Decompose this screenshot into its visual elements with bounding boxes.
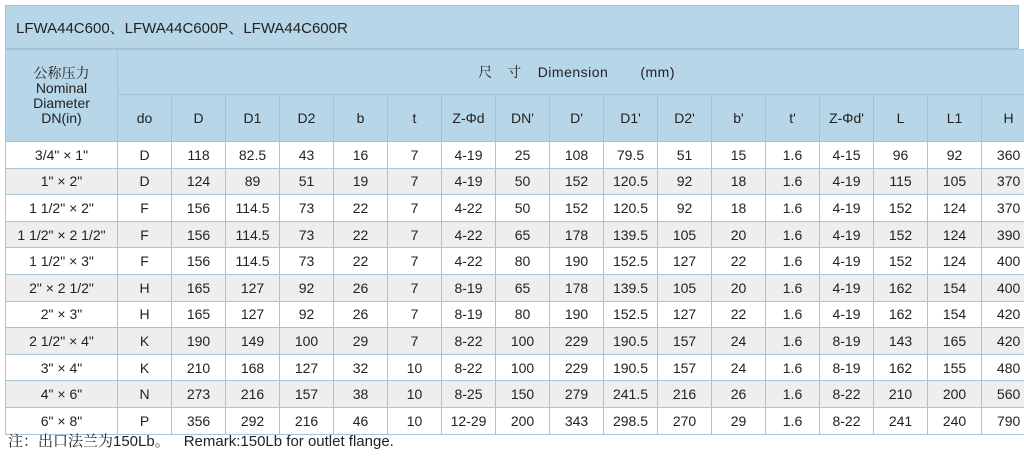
table-cell: 19 (334, 168, 388, 195)
table-cell: 1.6 (766, 274, 820, 301)
nominal-diameter-cell: 1 1/2" × 2" (6, 195, 118, 222)
table-cell: 114.5 (226, 248, 280, 275)
table-cell: 105 (928, 168, 982, 195)
nominal-diameter-cell: 1 1/2" × 3" (6, 248, 118, 275)
table-cell: 127 (226, 274, 280, 301)
table-cell: 152 (874, 195, 928, 222)
table-cell: 156 (172, 221, 226, 248)
table-cell: 790 (982, 407, 1024, 434)
table-cell: 143 (874, 328, 928, 355)
table-cell: 73 (280, 248, 334, 275)
column-header: DN' (496, 95, 550, 142)
table-cell: 7 (388, 168, 442, 195)
table-cell: 210 (874, 381, 928, 408)
table-cell: 356 (172, 407, 226, 434)
table-cell: 18 (712, 168, 766, 195)
table-cell: D (118, 168, 172, 195)
table-cell: 4-22 (442, 248, 496, 275)
table-cell: 96 (874, 142, 928, 169)
table-cell: 127 (658, 248, 712, 275)
nominal-diameter-cell: 2 1/2" × 4" (6, 328, 118, 355)
table-cell: 18 (712, 195, 766, 222)
table-cell: 124 (928, 248, 982, 275)
table-cell: 22 (334, 195, 388, 222)
table-cell: 92 (280, 301, 334, 328)
table-cell: F (118, 248, 172, 275)
table-cell: 156 (172, 195, 226, 222)
table-cell: 127 (658, 301, 712, 328)
table-cell: 22 (712, 248, 766, 275)
table-row (6, 274, 1024, 301)
column-header: Z-Φd' (820, 95, 874, 142)
table-cell: 152 (874, 248, 928, 275)
table-cell: 4-19 (820, 248, 874, 275)
table-row (6, 168, 1024, 195)
table-row (6, 142, 1024, 169)
table-cell: 216 (658, 381, 712, 408)
nominal-diameter-cell: 3" × 4" (6, 354, 118, 381)
dimension-table (5, 49, 1024, 435)
table-cell: 22 (334, 248, 388, 275)
table-cell: 118 (172, 142, 226, 169)
table-cell: 10 (388, 381, 442, 408)
table-cell: 480 (982, 354, 1024, 381)
table-cell: 1.6 (766, 407, 820, 434)
table-cell: 560 (982, 381, 1024, 408)
table-cell: 8-19 (442, 274, 496, 301)
table-cell: 178 (550, 221, 604, 248)
table-cell: H (118, 274, 172, 301)
table-cell: 152 (550, 168, 604, 195)
column-header: b (334, 95, 388, 142)
table-cell: 168 (226, 354, 280, 381)
table-cell: 38 (334, 381, 388, 408)
table-cell: 400 (982, 274, 1024, 301)
table-cell: 4-19 (820, 274, 874, 301)
table-cell: 80 (496, 248, 550, 275)
table-cell: 8-22 (442, 328, 496, 355)
table-cell: 162 (874, 354, 928, 381)
table-cell: 200 (496, 407, 550, 434)
nominal-diameter-cell: 2" × 2 1/2" (6, 274, 118, 301)
table-cell: 114.5 (226, 221, 280, 248)
column-header: H (982, 95, 1024, 142)
table-cell: 73 (280, 221, 334, 248)
table-cell: 298.5 (604, 407, 658, 434)
table-cell: 139.5 (604, 221, 658, 248)
table-cell: 8-22 (820, 381, 874, 408)
table-cell: 1.6 (766, 168, 820, 195)
table-cell: 1.6 (766, 381, 820, 408)
table-cell: 190.5 (604, 328, 658, 355)
table-cell: 240 (928, 407, 982, 434)
table-cell: 50 (496, 195, 550, 222)
table-body (6, 142, 1024, 435)
table-row (6, 195, 1024, 222)
table-cell: 100 (280, 328, 334, 355)
table-cell: 149 (226, 328, 280, 355)
table-title: LFWA44C600、LFWA44C600P、LFWA44C600R (5, 5, 1019, 49)
table-cell: 152 (550, 195, 604, 222)
table-cell: 26 (334, 301, 388, 328)
dimension-en-label: Dimension (537, 64, 609, 80)
table-cell: 1.6 (766, 328, 820, 355)
table-cell: 216 (280, 407, 334, 434)
table-cell: N (118, 381, 172, 408)
nominal-cn-label: 公称压力 (33, 64, 90, 81)
table-cell: 32 (334, 354, 388, 381)
table-cell: 100 (496, 354, 550, 381)
column-header: L (874, 95, 928, 142)
table-cell: 10 (388, 354, 442, 381)
table-cell: 73 (280, 195, 334, 222)
table-cell: 7 (388, 328, 442, 355)
table-cell: 24 (712, 354, 766, 381)
table-cell: 139.5 (604, 274, 658, 301)
nominal-diameter-cell: 3/4" × 1" (6, 142, 118, 169)
table-cell: 46 (334, 407, 388, 434)
table-cell: 108 (550, 142, 604, 169)
table-cell: 190.5 (604, 354, 658, 381)
table-cell: 127 (280, 354, 334, 381)
table-cell: 8-19 (442, 301, 496, 328)
table-cell: 92 (658, 168, 712, 195)
table-cell: 1.6 (766, 142, 820, 169)
table-cell: 4-19 (820, 168, 874, 195)
table-cell: 89 (226, 168, 280, 195)
table-cell: 7 (388, 274, 442, 301)
table-cell: 4-19 (442, 142, 496, 169)
table-cell: 8-19 (820, 328, 874, 355)
table-cell: 29 (712, 407, 766, 434)
table-cell: 156 (172, 248, 226, 275)
table-row (6, 381, 1024, 408)
column-header: D1' (604, 95, 658, 142)
table-cell: 165 (172, 301, 226, 328)
table-row (6, 248, 1024, 275)
table-cell: 22 (712, 301, 766, 328)
table-cell: 157 (658, 328, 712, 355)
table-cell: 92 (280, 274, 334, 301)
table-cell: 100 (496, 328, 550, 355)
table-cell: 82.5 (226, 142, 280, 169)
table-cell: 4-15 (820, 142, 874, 169)
table-cell: 15 (712, 142, 766, 169)
table-cell: 4-22 (442, 195, 496, 222)
column-header: D2' (658, 95, 712, 142)
table-cell: 154 (928, 274, 982, 301)
table-cell: 79.5 (604, 142, 658, 169)
dimension-header (118, 50, 1024, 95)
dimension-unit-label: (mm) (640, 64, 675, 80)
table-cell: 270 (658, 407, 712, 434)
table-row (6, 328, 1024, 355)
column-header: D (172, 95, 226, 142)
table-cell: 241 (874, 407, 928, 434)
table-cell: 29 (334, 328, 388, 355)
column-header: b' (712, 95, 766, 142)
table-cell: 8-25 (442, 381, 496, 408)
table-cell: 120.5 (604, 168, 658, 195)
table-cell: 152 (874, 221, 928, 248)
table-cell: 370 (982, 195, 1024, 222)
table-cell: 152.5 (604, 248, 658, 275)
table-cell: 105 (658, 274, 712, 301)
table-cell: 157 (658, 354, 712, 381)
footnote-en: Remark:150Lb for outlet flange. (183, 433, 394, 450)
table-cell: 7 (388, 301, 442, 328)
table-cell: D (118, 142, 172, 169)
table-cell: P (118, 407, 172, 434)
column-header: Z-Φd (442, 95, 496, 142)
table-cell: 43 (280, 142, 334, 169)
table-cell: 1.6 (766, 221, 820, 248)
table-cell: 154 (928, 301, 982, 328)
table-cell: 10 (388, 407, 442, 434)
column-header: D' (550, 95, 604, 142)
table-cell: 229 (550, 354, 604, 381)
table-cell: 51 (280, 168, 334, 195)
table-cell: 16 (334, 142, 388, 169)
table-cell: 229 (550, 328, 604, 355)
table-cell: F (118, 221, 172, 248)
footnote-cn: 注：出口法兰为150Lb。 (8, 433, 170, 450)
dimension-cn-label: 尺 寸 (478, 64, 522, 80)
table-cell: 20 (712, 274, 766, 301)
table-cell: 92 (928, 142, 982, 169)
table-cell: 155 (928, 354, 982, 381)
table-cell: 165 (928, 328, 982, 355)
nominal-diameter-cell: 2" × 3" (6, 301, 118, 328)
table-cell: 162 (874, 301, 928, 328)
table-cell: 420 (982, 328, 1024, 355)
table-cell: 120.5 (604, 195, 658, 222)
table-cell: K (118, 354, 172, 381)
table-cell: 152.5 (604, 301, 658, 328)
column-header: D2 (280, 95, 334, 142)
table-cell: 26 (712, 381, 766, 408)
diameter-en-label: Diameter (33, 94, 90, 111)
table-cell: 162 (874, 274, 928, 301)
table-cell: 4-22 (442, 221, 496, 248)
table-cell: 200 (928, 381, 982, 408)
nominal-diameter-header (6, 50, 118, 142)
table-cell: 20 (712, 221, 766, 248)
table-row (6, 301, 1024, 328)
nominal-diameter-cell: 6" × 8" (6, 407, 118, 434)
table-cell: 124 (172, 168, 226, 195)
table-cell: 7 (388, 195, 442, 222)
table-cell: 216 (226, 381, 280, 408)
table-cell: 190 (172, 328, 226, 355)
table-cell: 8-22 (442, 354, 496, 381)
table-cell: 114.5 (226, 195, 280, 222)
column-header: D1 (226, 95, 280, 142)
column-header-row (6, 95, 1024, 142)
nominal-en-label: Nominal (35, 79, 88, 96)
table-cell: H (118, 301, 172, 328)
table-cell: 7 (388, 221, 442, 248)
nominal-diameter-cell: 4" × 6" (6, 381, 118, 408)
table-cell: 279 (550, 381, 604, 408)
dn-unit-label: DN(in) (41, 109, 82, 126)
table-cell: 370 (982, 168, 1024, 195)
table-cell: F (118, 195, 172, 222)
table-cell: 273 (172, 381, 226, 408)
footnote (8, 430, 394, 451)
table-cell: 105 (658, 221, 712, 248)
table-cell: 26 (334, 274, 388, 301)
table-cell: 65 (496, 274, 550, 301)
table-cell: 1.6 (766, 354, 820, 381)
table-cell: 124 (928, 195, 982, 222)
nominal-diameter-cell: 1" × 2" (6, 168, 118, 195)
table-cell: K (118, 328, 172, 355)
table-cell: 22 (334, 221, 388, 248)
table-cell: 7 (388, 142, 442, 169)
table-cell: 390 (982, 221, 1024, 248)
table-cell: 292 (226, 407, 280, 434)
table-cell: 178 (550, 274, 604, 301)
table-cell: 241.5 (604, 381, 658, 408)
table-cell: 4-19 (442, 168, 496, 195)
table-cell: 51 (658, 142, 712, 169)
table-cell: 420 (982, 301, 1024, 328)
table-cell: 115 (874, 168, 928, 195)
table-cell: 157 (280, 381, 334, 408)
table-row (6, 354, 1024, 381)
table-cell: 92 (658, 195, 712, 222)
table-cell: 12-29 (442, 407, 496, 434)
table-cell: 1.6 (766, 195, 820, 222)
table-row (6, 221, 1024, 248)
table-cell: 4-19 (820, 195, 874, 222)
table-cell: 65 (496, 221, 550, 248)
table-cell: 360 (982, 142, 1024, 169)
table-cell: 165 (172, 274, 226, 301)
table-cell: 150 (496, 381, 550, 408)
table-cell: 25 (496, 142, 550, 169)
column-header: do (118, 95, 172, 142)
table-cell: 4-19 (820, 301, 874, 328)
table-cell: 24 (712, 328, 766, 355)
table-cell: 8-19 (820, 354, 874, 381)
table-cell: 190 (550, 248, 604, 275)
table-cell: 210 (172, 354, 226, 381)
table-cell: 7 (388, 248, 442, 275)
table-cell: 8-22 (820, 407, 874, 434)
table-cell: 127 (226, 301, 280, 328)
table-cell: 80 (496, 301, 550, 328)
nominal-diameter-cell: 1 1/2" × 2 1/2" (6, 221, 118, 248)
column-header: t' (766, 95, 820, 142)
table-cell: 1.6 (766, 248, 820, 275)
table-cell: 343 (550, 407, 604, 434)
table-cell: 1.6 (766, 301, 820, 328)
table-cell: 190 (550, 301, 604, 328)
column-header: t (388, 95, 442, 142)
table-cell: 4-19 (820, 221, 874, 248)
column-header: L1 (928, 95, 982, 142)
table-cell: 124 (928, 221, 982, 248)
table-cell: 400 (982, 248, 1024, 275)
table-cell: 50 (496, 168, 550, 195)
